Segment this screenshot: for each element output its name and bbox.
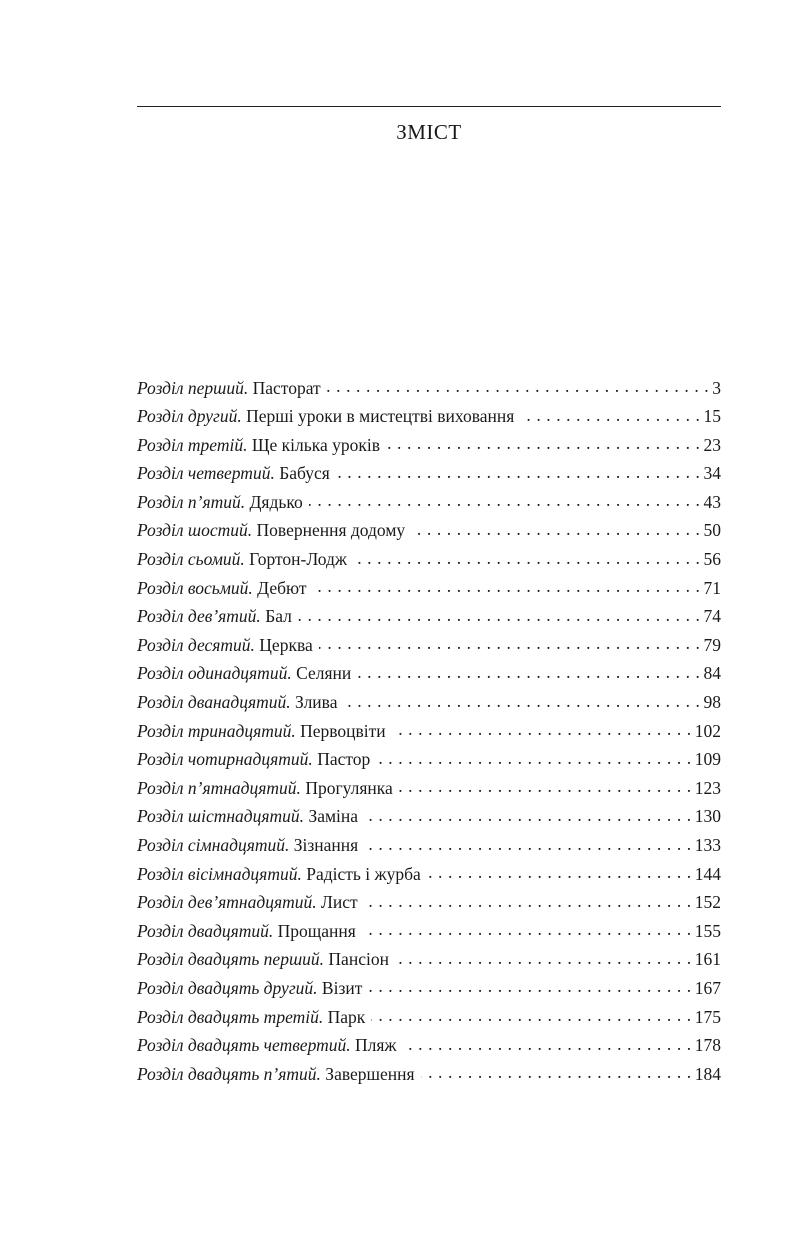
toc-entry (137, 462, 721, 491)
page-number: 130 (694, 806, 721, 827)
toc-entry (137, 691, 721, 720)
chapter-title: Радість і журба (301, 863, 421, 884)
dot-leader (298, 605, 701, 623)
dot-leader (399, 776, 692, 794)
chapter-title: Пляж (350, 1035, 397, 1056)
dot-leader (309, 490, 701, 508)
chapter-title: Церква (254, 634, 313, 655)
page-number: 50 (703, 520, 721, 541)
dot-leader (421, 1062, 692, 1080)
page-number: 144 (694, 863, 721, 884)
chapter-title: Дядько (245, 491, 303, 512)
chapter-title: Пансіон (324, 949, 389, 970)
toc-entry (137, 662, 721, 691)
toc-entry (137, 1062, 721, 1091)
header-rule (137, 106, 721, 107)
toc-entry (137, 433, 721, 462)
toc-entry (137, 1005, 721, 1034)
chapter-title: Прощання (273, 920, 356, 941)
page-number: 178 (694, 1035, 721, 1056)
chapter-label: Розділ сімнадцятий. (137, 835, 290, 855)
page-number: 43 (703, 491, 721, 512)
chapter-title: Гортон-Лодж (244, 549, 348, 570)
page-number: 74 (703, 606, 721, 627)
chapter-label: Розділ двадцять другий. (137, 977, 318, 998)
toc-entry (137, 576, 721, 605)
toc-entry (137, 376, 721, 405)
chapter-label: Розділ вісімнадцятий. (137, 863, 302, 884)
chapter-title: Пастор (312, 749, 371, 770)
dot-leader (411, 519, 700, 537)
chapter-title: Візит (317, 977, 363, 998)
page-number: 71 (703, 577, 721, 598)
table-of-contents (137, 376, 721, 1091)
chapter-label: Розділ п’ятнадцятий. (137, 777, 301, 798)
page-number: 184 (694, 1063, 721, 1084)
dot-leader (357, 662, 700, 680)
chapter-label: Розділ двадцять четвертий. (137, 1035, 351, 1056)
dot-leader (427, 862, 692, 880)
chapter-label: Розділ дванадцятий. (137, 692, 291, 713)
dot-leader (371, 1005, 691, 1023)
toc-entry (137, 605, 721, 634)
chapter-label: Розділ чотирнадцятий. (137, 749, 313, 770)
page-title: ЗМІСТ (396, 120, 462, 144)
chapter-title: Бал (260, 606, 292, 627)
dot-leader (364, 805, 692, 823)
toc-entry (137, 776, 721, 805)
chapter-label: Розділ четвертий. (137, 463, 275, 484)
chapter-title: Бабуся (274, 463, 330, 484)
chapter-title: Ще кілька уроків (247, 434, 380, 455)
toc-entry (137, 719, 721, 748)
chapter-label: Розділ восьмий. (137, 577, 253, 598)
toc-entry (137, 919, 721, 948)
chapter-label: Розділ шістнадцятий. (137, 806, 305, 827)
toc-entry (137, 976, 721, 1005)
chapter-label: Розділ другий. (137, 406, 242, 427)
page-number: 56 (703, 549, 721, 570)
chapter-title: Прогулянка (300, 777, 393, 798)
chapter-label: Розділ десятий. (137, 634, 255, 655)
toc-entry (137, 805, 721, 834)
page-number: 23 (703, 434, 721, 455)
dot-leader (386, 433, 701, 451)
toc-entry (137, 519, 721, 548)
chapter-title: Первоцвіти (295, 720, 386, 741)
toc-entry (137, 748, 721, 777)
chapter-title: Заміна (304, 806, 359, 827)
dot-leader (403, 1034, 692, 1052)
dot-leader (520, 405, 700, 423)
page-number: 102 (694, 720, 721, 741)
page-number: 155 (694, 920, 721, 941)
dot-leader (395, 948, 692, 966)
dot-leader (343, 691, 700, 709)
chapter-title: Пасторат (248, 377, 321, 398)
page-number: 133 (694, 835, 721, 855)
chapter-label: Розділ третій. (137, 434, 248, 455)
chapter-title: Перші уроки в мистецтві виховання (241, 406, 515, 427)
dot-leader (368, 976, 691, 994)
page-number: 3 (712, 377, 721, 398)
toc-entry (137, 948, 721, 977)
chapter-label: Розділ двадцятий. (137, 920, 274, 941)
page-number: 161 (694, 949, 721, 970)
page-number: 175 (694, 1006, 721, 1027)
chapter-title: Селяни (291, 663, 352, 684)
chapter-label: Розділ одинадцятий. (137, 663, 292, 684)
chapter-label: Розділ шостий. (137, 520, 253, 541)
chapter-title: Завершення (320, 1063, 415, 1084)
chapter-label: Розділ перший. (137, 377, 249, 398)
chapter-title: Дебют (252, 577, 307, 598)
page-number: 84 (703, 663, 721, 684)
toc-entry (137, 405, 721, 434)
toc-entry (137, 891, 721, 920)
page-number: 98 (703, 692, 721, 713)
toc-entry (137, 490, 721, 519)
chapter-title: Лист (316, 892, 358, 913)
toc-entry (137, 1034, 721, 1063)
dot-leader (319, 633, 701, 651)
toc-entry (137, 862, 721, 891)
dot-leader (392, 719, 692, 737)
dot-leader (362, 919, 692, 937)
dot-leader (364, 891, 692, 909)
page-number: 167 (694, 977, 721, 998)
page-number: 109 (694, 749, 721, 770)
chapter-label: Розділ дев’ятий. (137, 606, 261, 627)
dot-leader (336, 462, 701, 480)
chapter-label: Розділ тринадцятий. (137, 720, 296, 741)
page-number: 15 (703, 406, 721, 427)
chapter-label: Розділ двадцять перший. (137, 949, 325, 970)
chapter-title: Зізнання (289, 835, 359, 855)
chapter-label: Розділ сьомий. (137, 549, 245, 570)
dot-leader (327, 376, 710, 394)
chapter-title: Злива (290, 692, 338, 713)
dot-leader (353, 548, 700, 566)
chapter-label: Розділ п’ятий. (137, 491, 246, 512)
page-number: 34 (703, 463, 721, 484)
chapter-title: Парк (323, 1006, 366, 1027)
toc-entry (137, 834, 721, 863)
toc-entry (137, 548, 721, 577)
page-number: 123 (694, 777, 721, 798)
chapter-label: Розділ двадцять третій. (137, 1006, 324, 1027)
dot-leader (313, 576, 701, 594)
chapter-label: Розділ двадцять п’ятий. (137, 1063, 321, 1084)
toc-entry (137, 633, 721, 662)
chapter-title: Повернення додому (252, 520, 406, 541)
page-number: 79 (703, 634, 721, 655)
dot-leader (364, 834, 692, 852)
chapter-label: Розділ дев’ятнадцятий. (137, 892, 317, 913)
page-number: 152 (694, 892, 721, 913)
dot-leader (376, 748, 691, 766)
